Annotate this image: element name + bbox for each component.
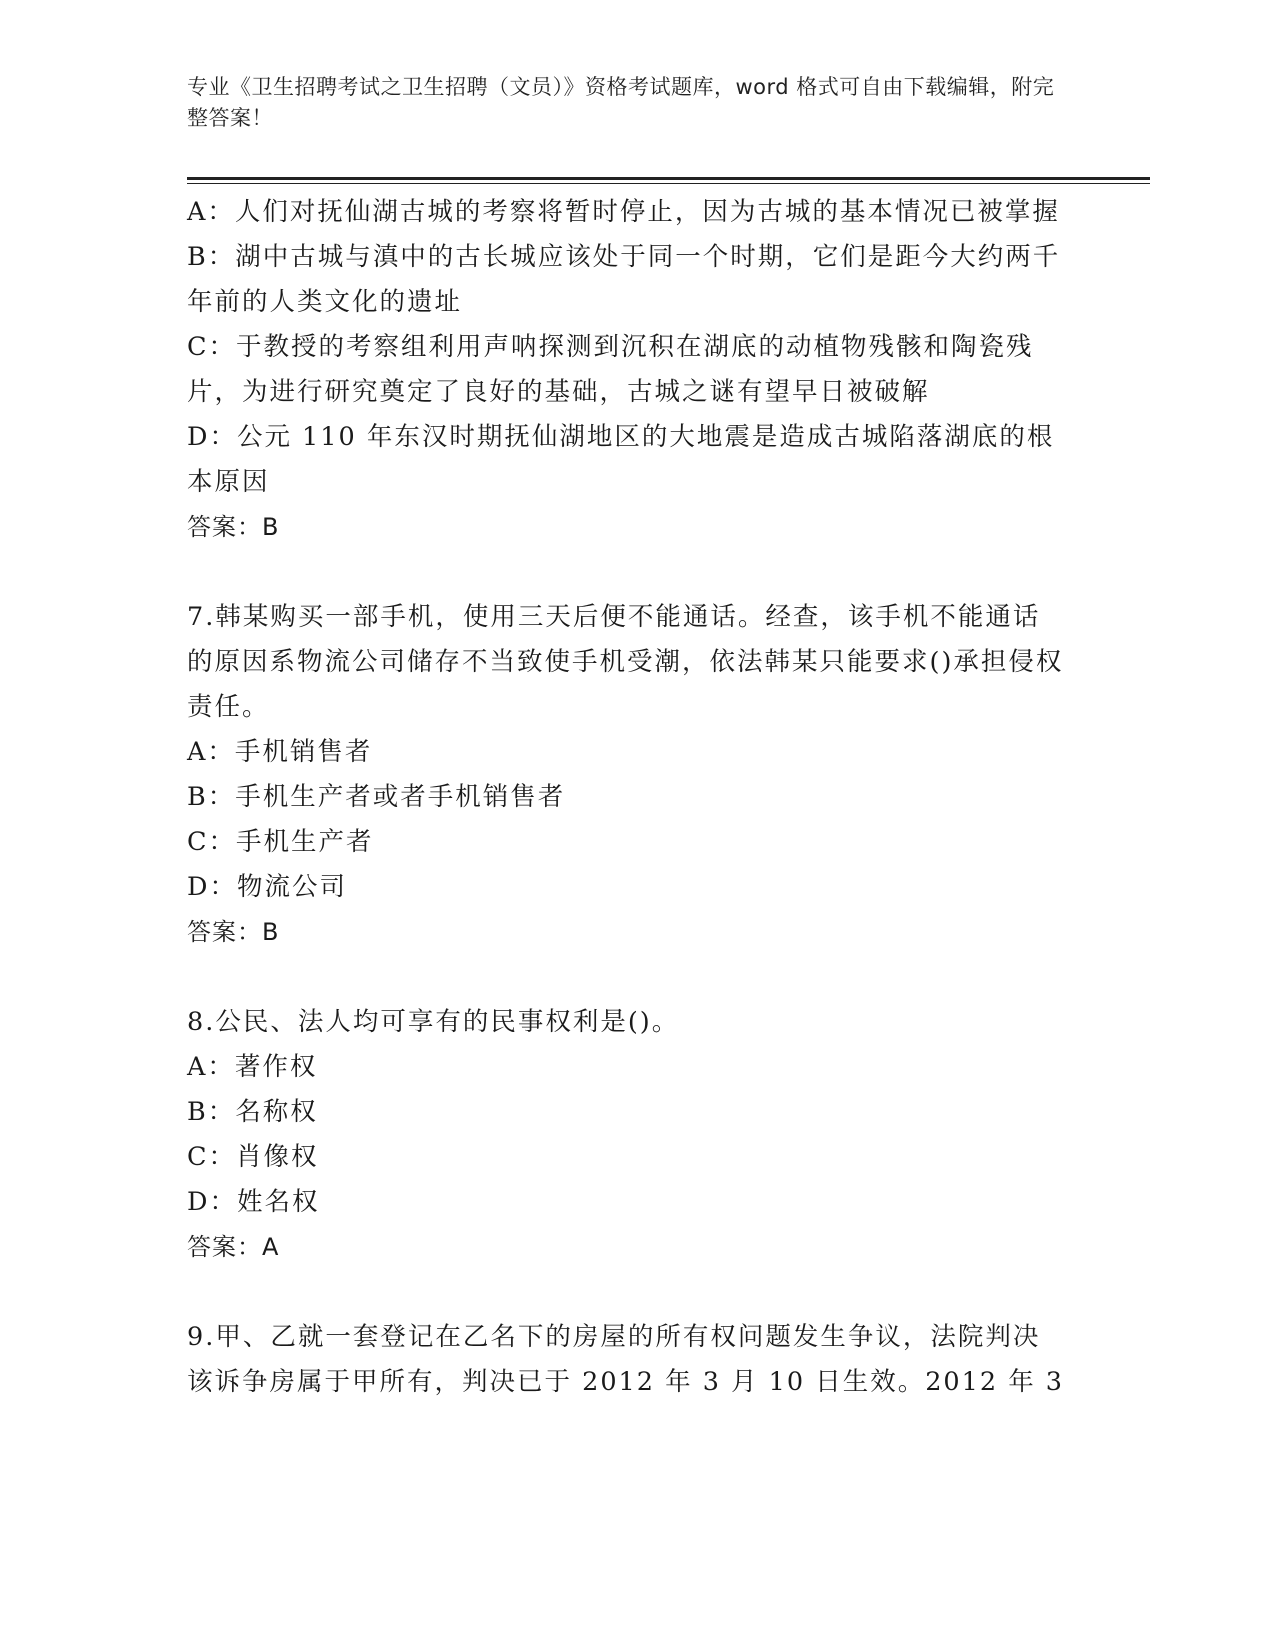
q6-answer: 答案：B — [187, 513, 280, 541]
question-content — [187, 190, 1067, 1405]
q8-option-b: B：名称权 — [187, 1097, 318, 1127]
q9-question: 9.甲、乙就一套登记在乙名下的房屋的所有权问题发生争议，法院判决该诉争房属于甲所有，判决已于 2012 年 3 月 10 日生效。2012 年 3 — [187, 1322, 1065, 1397]
q8-option-c: C：肖像权 — [187, 1142, 319, 1172]
question-7-block — [187, 595, 1067, 955]
spacer — [187, 955, 1067, 1000]
header-divider-thin — [187, 183, 1150, 184]
q7-option-a: A：手机销售者 — [187, 737, 373, 767]
spacer — [187, 550, 1067, 595]
q6-option-b: B：湖中古城与滇中的古长城应该处于同一个时期，它们是距今大约两千年前的人类文化的遗址 — [187, 242, 1061, 317]
question-8-block — [187, 1000, 1067, 1270]
q7-question: 7.韩某购买一部手机，使用三天后便不能通话。经查，该手机不能通话的原因系物流公司储存不当致使手机受潮，依法韩某只能要求()承担侵权责任。 — [187, 602, 1064, 722]
q6-option-c: C：于教授的考察组利用声呐探测到沉积在湖底的动植物残骸和陶瓷残片，为进行研究奠定了良好的基础，古城之谜有望早日被破解 — [187, 332, 1034, 407]
q8-option-a: A：著作权 — [187, 1052, 318, 1082]
q8-option-d: D：姓名权 — [187, 1187, 320, 1217]
question-9-block — [187, 1315, 1067, 1405]
q8-question: 8.公民、法人均可享有的民事权利是()。 — [187, 1007, 680, 1037]
q7-option-b: B：手机生产者或者手机销售者 — [187, 782, 566, 812]
q7-option-d: D：物流公司 — [187, 872, 347, 902]
q7-answer: 答案：B — [187, 918, 280, 946]
q7-option-c: C：手机生产者 — [187, 827, 374, 857]
spacer — [187, 1270, 1067, 1315]
q8-answer: 答案：A — [187, 1233, 280, 1261]
q6-option-d: D：公元 110 年东汉时期抚仙湖地区的大地震是造成古城陷落湖底的根本原因 — [187, 422, 1055, 497]
question-6-block — [187, 190, 1067, 550]
page-header: 专业《卫生招聘考试之卫生招聘（文员）》资格考试题库，word 格式可自由下载编辑，附完整答案！ — [187, 75, 1055, 130]
header-divider-thick — [187, 177, 1150, 180]
q6-option-a: A：人们对抚仙湖古城的考察将暂时停止，因为古城的基本情况已被掌握 — [187, 197, 1060, 227]
